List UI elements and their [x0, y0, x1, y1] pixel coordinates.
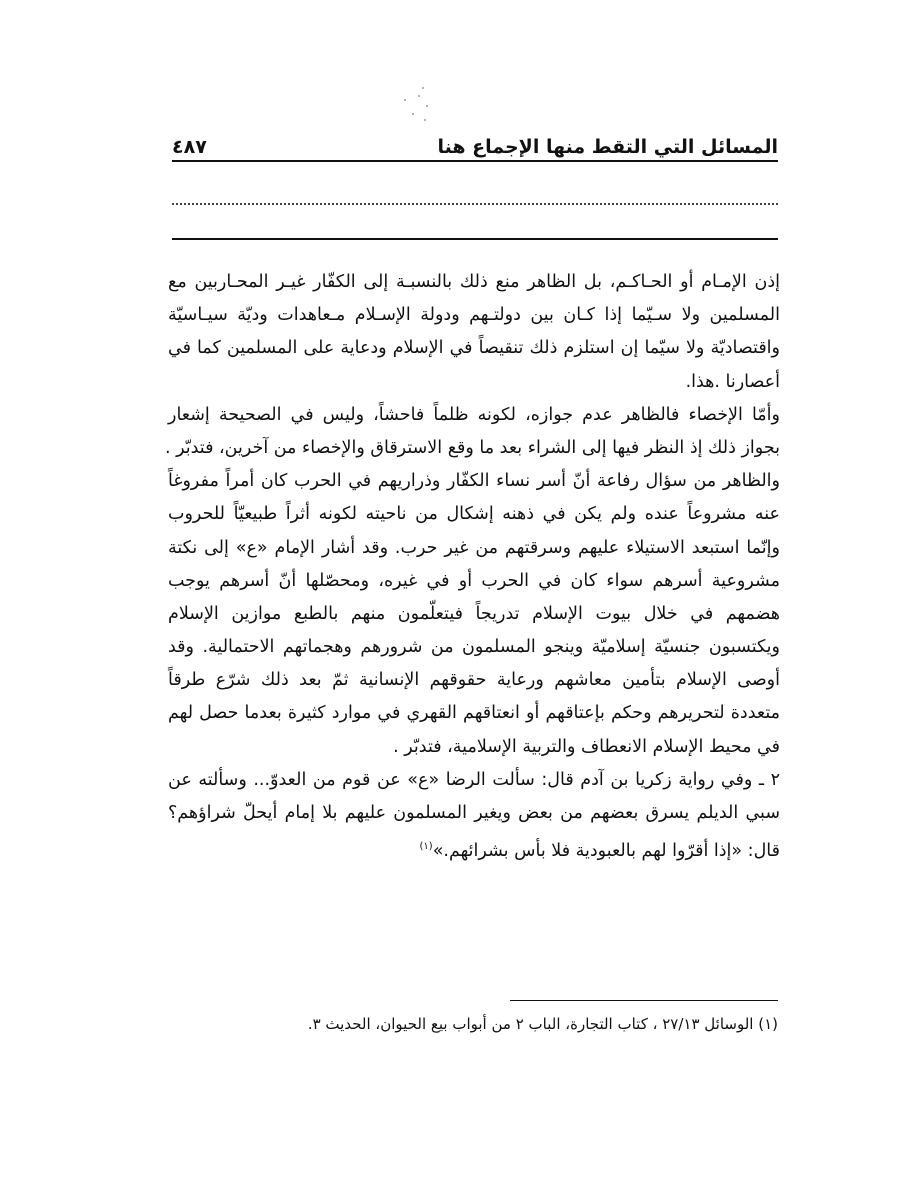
text-line: في محيط الإسلام الانعطاف والتربية الإسلامية، فتدبّر . [393, 736, 780, 757]
text-line: أعصارنا .هذا. [685, 371, 780, 392]
text-line: المسلمين ولا سـيّما إذا كـان بين دولتـهم ودولة الإسـلام مـعاهدات وديّة سيـاسيّة [168, 305, 780, 326]
footnote-rule [510, 1000, 778, 1001]
text-line: متعددة لتحريرهم وحكم بإعتاقهم أو انعتاقهم القهري في موارد كثيرة بعدما حصل لهم [168, 703, 780, 724]
text-line: والظاهر من سؤال رفاعة أنّ أسر نساء الكفّار وذراريهم في الحرب كان أمراً مفروغاً [168, 471, 780, 492]
text-line: وأمّا الإخصاء فالظاهر عدم جوازه، لكونه ظلماً فاحشاً، وليس في الصحيحة إشعار [168, 404, 780, 425]
footnote: (١) الوسائل ٢٧/١٣ ، كتاب التجارة، الباب ٢ من أبواب بيع الحيوان، الحديث ٣. [307, 1015, 778, 1033]
text-line: ويكتسبون جنسيّة إسلاميّة وينجو المسلمون من شرورهم وهجماتهم الاحتمالية. وقد [168, 637, 780, 658]
text-line-final [168, 830, 780, 863]
running-title: المسائل التي التقط منها الإجماع هنا [437, 136, 778, 158]
scan-artifact [400, 85, 440, 125]
text-line: سبي الديلم يسرق بعضهم من بعض ويغير المسلمون عليهم بلا إمام أيحلّ شراؤهم؟ [168, 803, 780, 823]
running-header [172, 126, 778, 158]
text-line: ٢ ـ وفي رواية زكريا بن آدم قال: سألت الرضا «ع» عن قوم من العدوّ... وسألته عن [168, 769, 780, 790]
text-line: إذن الإمـام أو الحـاكـم، بل الظاهر منع ذلك بالنسبـة إلى الكفّار غيـر المحـاربين مع [168, 272, 780, 292]
body-text [164, 266, 780, 863]
text-line: مشروعية أسرهم سواء كان في الحرب أو في غيره، ومحصّلها أنّ أسرهم يوجب [168, 570, 780, 591]
text-line-content: قال: «إذا أقرّوا لهم بالعبودية فلا بأس بشرائهم.» [432, 841, 780, 862]
dotted-separator [172, 203, 778, 205]
text-line: بجواز ذلك إذ النظر فيها إلى الشراء بعد ما وقع الاسترقاق والإخصاء من آخرين، فتدبّر . [164, 437, 780, 458]
text-line: عنه مشروعاً عنده ولم يكن في ذهنه إشكال من ناحيته لكونه أثراً طبيعيّاً للحروب [168, 504, 780, 525]
page-number: ٤٨٧ [172, 136, 207, 158]
text-line: وإنّما استبعد الاستيلاء عليهم وسرقتهم من غير حرب. وقد أشار الإمام «ع» إلى نكتة [168, 537, 780, 558]
text-line: واقتصاديّة ولا سيّما إن استلزم ذلك تنقيصاً في الإسلام ودعاية على المسلمين كما في [168, 338, 780, 359]
footnote-reference[interactable]: (١) [419, 841, 433, 853]
text-line: هضمهم في خلال بيوت الإسلام تدريجاً فيتعلّمون منهم بالطبع موازين الإسلام [168, 603, 780, 624]
section-rule [172, 238, 778, 240]
header-rule [172, 160, 778, 162]
text-line: أوصى الإسلام بتأمين معاشهم ورعاية حقوقهم الإنسانية ثمّ بعد ذلك شرّع طرقاً [168, 670, 780, 691]
